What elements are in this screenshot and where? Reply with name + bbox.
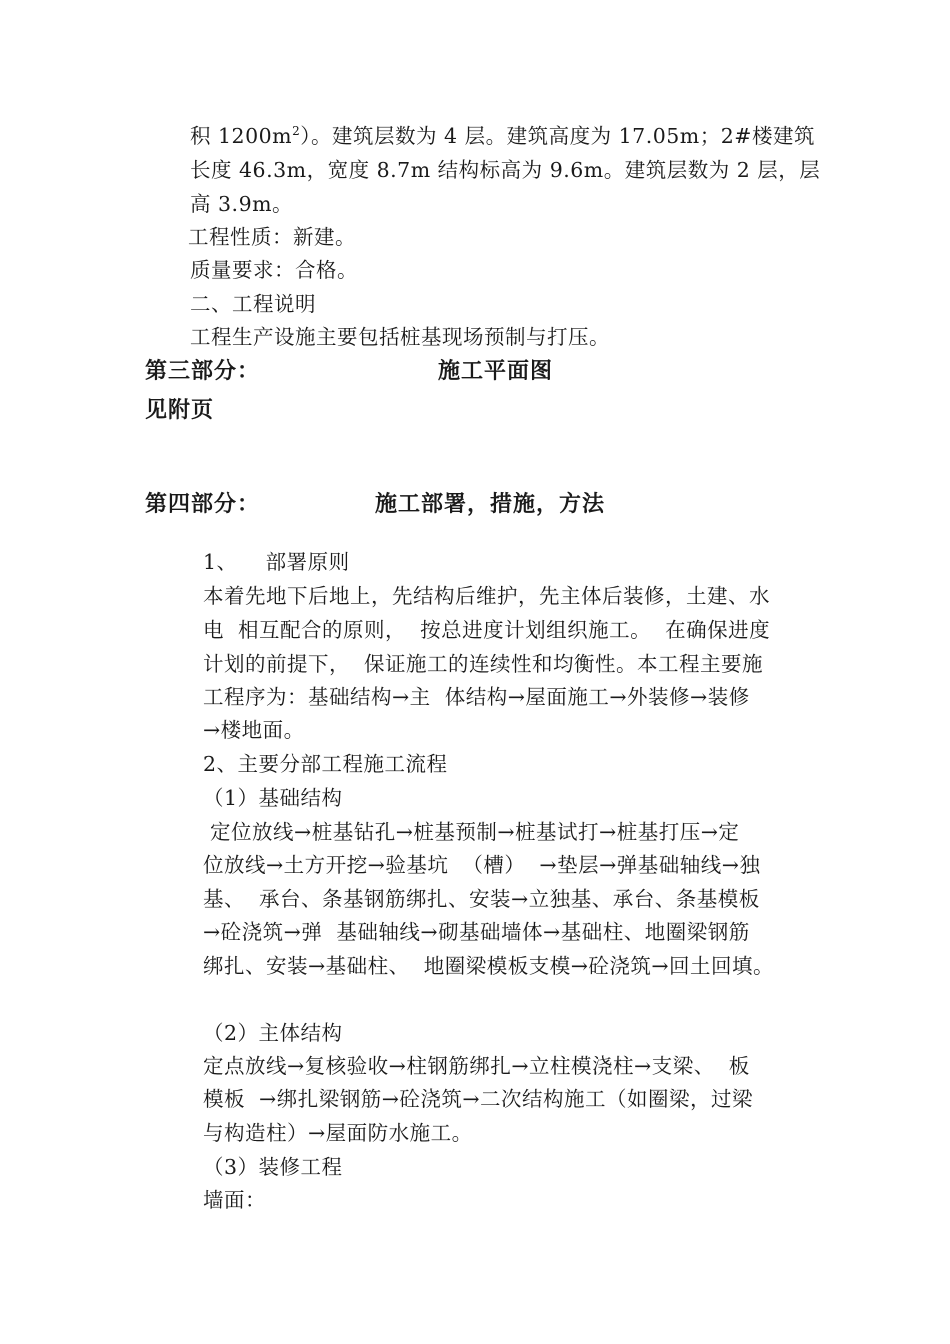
foundation-line: 基、 承台、条基钢筋绑扎、安装→立独基、承台、条基模板 (203, 887, 760, 911)
principles-line: 电 相互配合的原则， 按总进度计划组织施工。 在确保进度 (203, 618, 771, 642)
foundation-line: 位放线→土方开挖→验基坑 （槽） →垫层→弹基础轴线→独 (203, 853, 761, 877)
principles-line: →楼地面。 (203, 718, 305, 742)
foundation-heading: （1）基础结构 (203, 786, 343, 810)
part-four-label: 第四部分： (145, 492, 261, 517)
area-text: 积 1200m (190, 124, 293, 148)
main-structure-line: 定点放线→复核验收→柱钢筋绑扎→立柱模浇柱→支梁、 板 (203, 1054, 750, 1078)
principles-line: 本着先地下后地上，先结构后维护，先主体后装修，土建、水 (203, 584, 770, 608)
foundation-line: →砼浇筑→弹 基础轴线→砌基础墙体→基础柱、地圈梁钢筋 (203, 920, 750, 944)
quality-requirement: 质量要求：合格。 (190, 258, 358, 282)
principles-heading: 1、 部署原则 (203, 550, 350, 574)
foundation-line: 绑扎、安装→基础柱、 地圈梁模板支模→砼浇筑→回土回填。 (203, 954, 775, 978)
section-two-title: 二、工程说明 (190, 292, 316, 316)
top-paragraph-line-2: 长度 46.3m，宽度 8.7m 结构标高为 9.6m。建筑层数为 2 层，层 (190, 158, 821, 182)
part-three-label: 第三部分： (145, 359, 261, 384)
part-three-note: 见附页 (145, 398, 215, 423)
wall-label: 墙面： (203, 1188, 266, 1212)
part-four-title: 施工部署，措施，方法 (375, 492, 606, 517)
main-structure-line: 与构造柱）→屋面防水施工。 (203, 1121, 473, 1145)
top-paragraph-line-3: 高 3.9m。 (190, 192, 294, 216)
main-structure-line: 模板 →绑扎梁钢筋→砼浇筑→二次结构施工（如圈梁，过梁 (203, 1087, 754, 1111)
height-text: ）。建筑层数为 4 层。建筑高度为 17.05m；2#楼建筑 (300, 124, 815, 148)
foundation-line: 定位放线→桩基钻孔→桩基预制→桩基试打→桩基打压→定 (203, 820, 740, 844)
project-nature: 工程性质：新建。 (188, 225, 356, 249)
principles-line: 计划的前提下， 保证施工的连续性和均衡性。本工程主要施 (203, 652, 764, 676)
flow-heading: 2、主要分部工程施工流程 (203, 752, 448, 776)
top-paragraph-line-1 (190, 122, 815, 150)
main-structure-heading: （2）主体结构 (203, 1021, 343, 1045)
decoration-heading: （3）装修工程 (203, 1155, 343, 1179)
superscript-unit: 2 (292, 124, 301, 139)
section-two-text: 工程生产设施主要包括桩基现场预制与打压。 (190, 325, 610, 349)
principles-line: 工程序为：基础结构→主 体结构→屋面施工→外装修→装修 (203, 685, 750, 709)
part-three-title: 施工平面图 (438, 359, 554, 384)
